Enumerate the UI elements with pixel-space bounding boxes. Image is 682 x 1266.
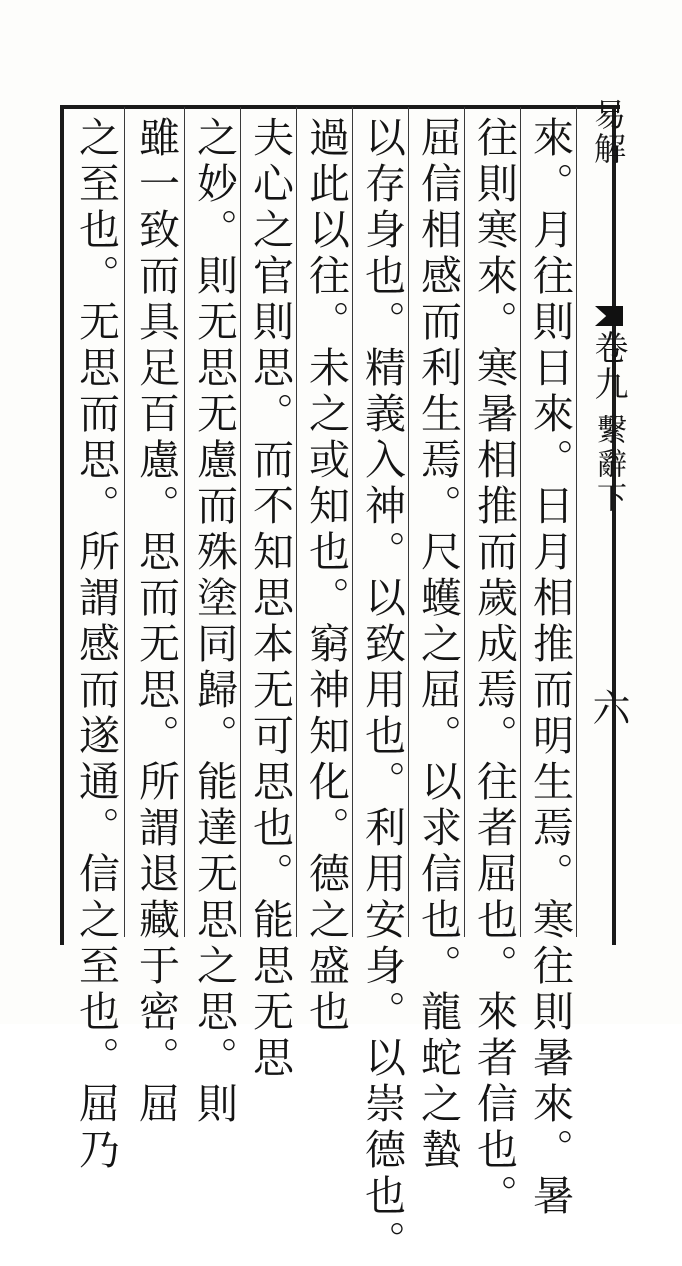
gutter-volume: 卷九 <box>588 330 628 402</box>
text-column-6: 夫心之官則思。而不知思本无可思也。能思无思 <box>246 116 294 1082</box>
frame-top-border <box>60 105 620 109</box>
gutter-book-title: 易解 <box>589 98 627 166</box>
text-column-4: 以存身也。精義入神。以致用也。利用安身。以崇德也。 <box>358 116 406 1266</box>
gutter-page-number: 六 <box>586 688 630 726</box>
text-column-2: 往則寒來。寒暑相推而歲成焉。往者屈也。來者信也。 <box>470 116 518 1220</box>
text-column-8: 雖一致而具足百慮。思而无思。所謂退藏于密。屈 <box>132 116 180 1128</box>
column-rule <box>124 107 125 937</box>
text-column-1: 來。月往則日來。日月相推而明生焉。寒往則暑來。暑 <box>526 116 574 1220</box>
column-rule <box>184 107 185 937</box>
fish-tail-mark <box>595 306 623 326</box>
frame-right-border <box>612 105 616 945</box>
gutter-section-title: 繫辭下 <box>591 414 626 516</box>
text-column-9: 之至也。无思而思。所謂感而遂通。信之至也。屈乃 <box>72 116 120 1174</box>
text-column-3: 屈信相感而利生焉。尺蠖之屈。以求信也。龍蛇之蟄 <box>414 116 462 1174</box>
text-column-7: 之妙。則无思无慮而殊塗同歸。能達无思之思。則 <box>190 116 238 1128</box>
text-column-5: 過此以往。未之或知也。窮神知化。德之盛也 <box>302 116 350 1036</box>
frame-left-border <box>60 105 64 945</box>
